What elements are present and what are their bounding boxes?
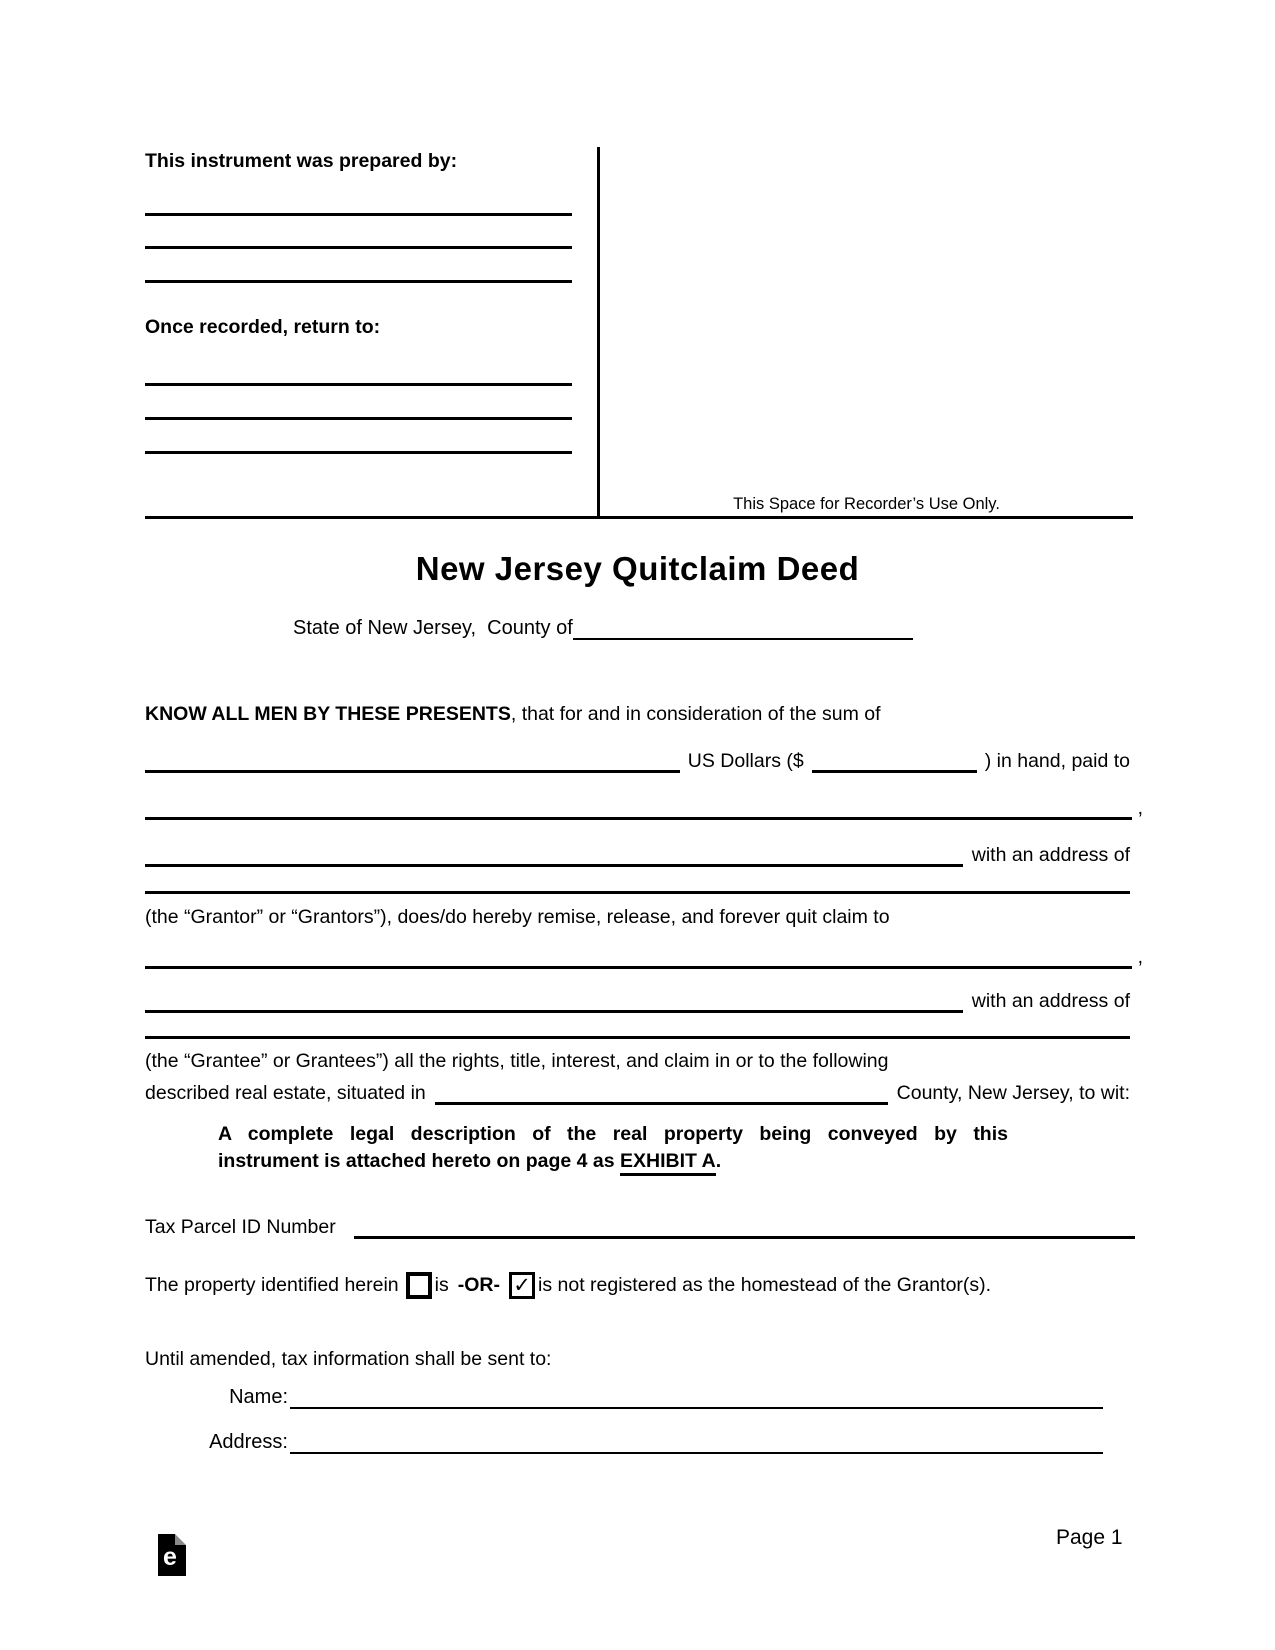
grantee-address-line[interactable]	[145, 1036, 1130, 1039]
recorder-note: This Space for Recorder’s Use Only.	[733, 495, 1000, 513]
homestead-checkbox-registered[interactable]	[406, 1272, 432, 1299]
comma-mark: ,	[1137, 797, 1143, 819]
recorder-divider	[597, 147, 600, 519]
homestead-or-label: -OR-	[457, 1274, 500, 1296]
grantor-address-intro-line[interactable]	[145, 842, 963, 867]
address-input-line[interactable]	[290, 1429, 1103, 1454]
know-all-men-rest: , that for and in consideration of the sum of	[510, 703, 881, 725]
in-hand-label: ) in hand, paid to	[984, 750, 1130, 772]
situated-county-line[interactable]	[435, 1080, 888, 1105]
eforms-logo-letter: e	[163, 1543, 177, 1571]
consideration-intro	[145, 703, 1130, 726]
page-number: Page 1	[1056, 1526, 1123, 1549]
eforms-logo	[158, 1534, 186, 1576]
legal-description-line2	[218, 1148, 1008, 1175]
situated-prefix: described real estate, situated in	[145, 1082, 426, 1104]
state-county-row	[293, 615, 943, 640]
page-title: New Jersey Quitclaim Deed	[415, 550, 860, 587]
return-to-label: Once recorded, return to:	[145, 316, 381, 338]
tax-parcel-row	[145, 1214, 1135, 1239]
prepared-by-line-2[interactable]	[145, 246, 572, 249]
with-address-label-1: with an address of	[971, 844, 1130, 866]
grantor-clause: (the “Grantor” or “Grantors”), does/do hereby remise, release, and forever quit claim to	[145, 906, 890, 928]
address-label: Address:	[209, 1431, 288, 1453]
sum-row	[145, 748, 1130, 773]
exhibit-a-reference: EXHIBIT A	[620, 1150, 716, 1176]
homestead-checkbox-not-registered[interactable]	[509, 1272, 535, 1299]
grantee-name-row	[145, 944, 1143, 969]
tax-parcel-label: Tax Parcel ID Number	[145, 1216, 336, 1238]
grantee-name-line[interactable]	[145, 944, 1132, 969]
prepared-by-line-3[interactable]	[145, 280, 572, 283]
grantor-address-line[interactable]	[145, 891, 1130, 894]
return-to-line-1[interactable]	[145, 383, 572, 386]
name-input-line[interactable]	[290, 1384, 1103, 1409]
checkmark-icon: ✓	[513, 1274, 531, 1297]
situated-row	[145, 1080, 1130, 1105]
legal-description-period: .	[715, 1150, 722, 1172]
return-to-line-3[interactable]	[145, 451, 572, 454]
prepared-by-label: This instrument was prepared by:	[145, 150, 458, 172]
sum-amount-line[interactable]	[145, 748, 680, 773]
legal-description-line2-prefix: instrument is attached hereto on page 4 as	[218, 1150, 615, 1172]
homestead-is-label: is	[434, 1274, 449, 1296]
prepared-by-line-1[interactable]	[145, 213, 572, 216]
homestead-suffix: is not registered as the homestead of the Grantor(s).	[538, 1274, 992, 1296]
county-input-line[interactable]	[573, 615, 913, 640]
grantor-address-intro-row	[145, 842, 1130, 867]
grantee-address-intro-line[interactable]	[145, 988, 963, 1013]
homestead-statement	[145, 1272, 1145, 1299]
tax-info-name-row	[145, 1384, 1103, 1409]
tax-info-intro: Until amended, tax information shall be sent to:	[145, 1348, 552, 1370]
legal-description-paragraph	[218, 1121, 1008, 1175]
grantor-name-row	[145, 795, 1143, 820]
name-label: Name:	[229, 1386, 288, 1408]
with-address-label-2: with an address of	[971, 990, 1130, 1012]
legal-description-line1: A complete legal description of the real property being conveyed by this	[218, 1123, 1008, 1145]
tax-parcel-line[interactable]	[354, 1214, 1135, 1239]
grantee-address-intro-row	[145, 988, 1130, 1013]
grantee-clause: (the “Grantee” or Grantees”) all the rights, title, interest, and claim in or to the following	[145, 1050, 889, 1072]
header-rule	[145, 516, 1133, 519]
state-county-label: State of New Jersey, County of	[293, 617, 573, 639]
homestead-prefix: The property identified herein	[145, 1274, 399, 1296]
comma-mark-2: ,	[1137, 946, 1143, 968]
us-dollars-label: US Dollars ($	[687, 750, 804, 772]
dollar-amount-line[interactable]	[812, 748, 977, 773]
return-to-line-2[interactable]	[145, 417, 572, 420]
situated-suffix: County, New Jersey, to wit:	[896, 1082, 1130, 1104]
tax-info-address-row	[145, 1429, 1103, 1454]
know-all-men-bold: KNOW ALL MEN BY THESE PRESENTS	[145, 703, 511, 725]
grantor-name-line[interactable]	[145, 795, 1132, 820]
